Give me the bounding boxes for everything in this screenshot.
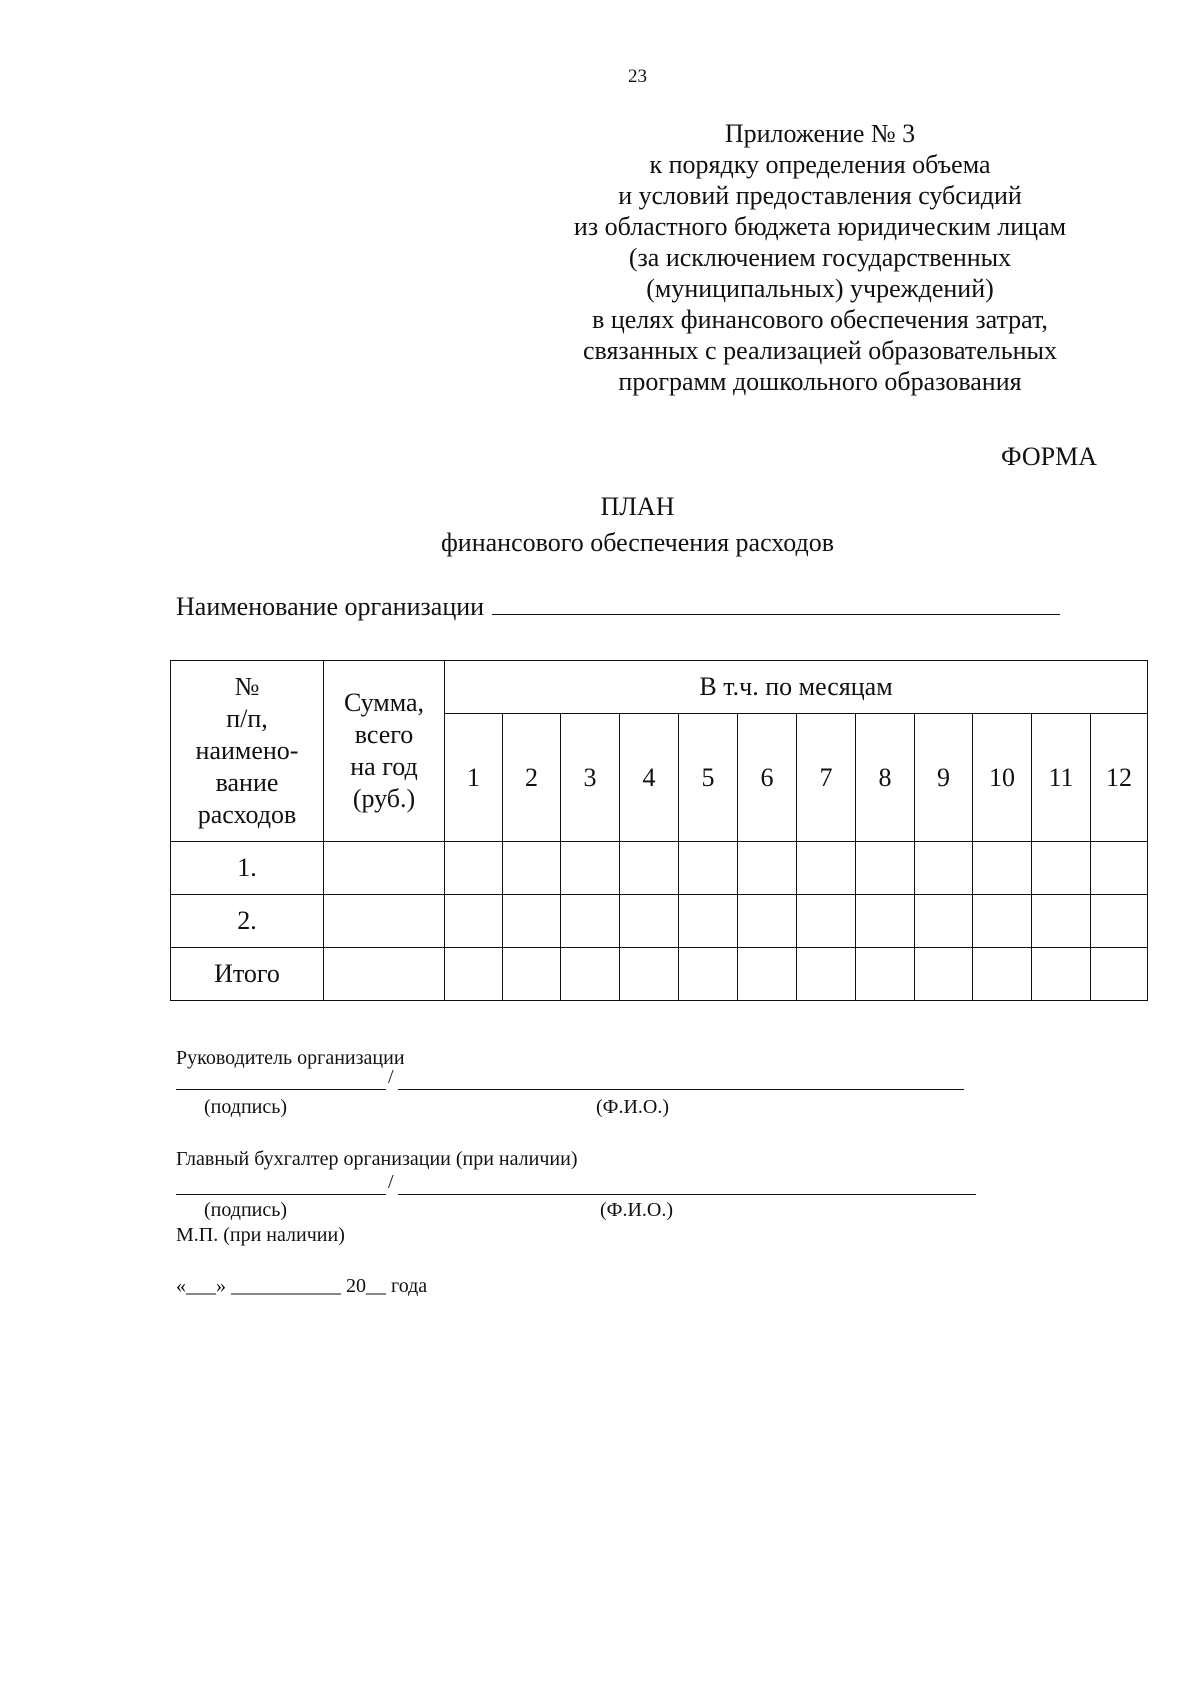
header-month: 6 [738, 714, 797, 842]
row-label: 2. [171, 895, 324, 948]
header-month: 4 [620, 714, 679, 842]
header-line: наимено- [195, 736, 299, 765]
cell-month[interactable] [679, 948, 738, 1001]
head-name-blank[interactable] [398, 1089, 964, 1090]
appendix-line: связанных с реализацией образовательных [583, 336, 1057, 365]
cell-month[interactable] [679, 895, 738, 948]
cell-month[interactable] [503, 895, 561, 948]
accountant-name-blank[interactable] [398, 1194, 976, 1195]
cell-month[interactable] [738, 842, 797, 895]
cell-month[interactable] [561, 948, 620, 1001]
cell-month[interactable] [620, 948, 679, 1001]
header-line: (руб.) [352, 784, 416, 813]
head-name-hint: (Ф.И.О.) [596, 1096, 670, 1118]
appendix-line: в целях финансового обеспечения затрат, [592, 305, 1048, 334]
accountant-signature-blank[interactable] [176, 1194, 386, 1195]
page-number: 23 [628, 66, 647, 87]
row-label: 1. [171, 842, 324, 895]
appendix-line: Приложение № 3 [724, 119, 916, 148]
cell-month[interactable] [1032, 895, 1091, 948]
table-row-total [171, 948, 1148, 1001]
cell-month[interactable] [915, 948, 973, 1001]
cell-month[interactable] [915, 895, 973, 948]
head-signature-hint: (подпись) [204, 1096, 288, 1118]
date-line[interactable]: «___» ___________ 20__ года [176, 1275, 428, 1297]
header-month: 1 [445, 714, 503, 842]
stamp-label: М.П. (при наличии) [176, 1224, 345, 1246]
separator-slash: / [388, 1171, 394, 1193]
appendix-line: к порядку определения объема [649, 150, 991, 179]
table-row [171, 895, 1148, 948]
header-line: п/п, [226, 704, 268, 733]
cell-month[interactable] [915, 842, 973, 895]
header-month: 9 [915, 714, 973, 842]
document-subtitle: финансового обеспечения расходов [440, 528, 835, 557]
header-month: 7 [797, 714, 856, 842]
org-name-line [176, 592, 1060, 622]
cell-month[interactable] [856, 895, 915, 948]
cell-month[interactable] [797, 842, 856, 895]
cell-annual-sum[interactable] [324, 895, 445, 948]
cell-month[interactable] [679, 842, 738, 895]
cell-month[interactable] [1032, 842, 1091, 895]
header-number-name [171, 661, 324, 842]
appendix-header [520, 118, 1120, 397]
cell-month[interactable] [561, 895, 620, 948]
form-label: ФОРМА [1001, 442, 1097, 471]
appendix-line: программ дошкольного образования [618, 367, 1022, 396]
org-name-blank[interactable] [492, 592, 1060, 615]
header-month: 8 [856, 714, 915, 842]
cell-month[interactable] [797, 895, 856, 948]
table-row [171, 842, 1148, 895]
cell-month[interactable] [445, 895, 503, 948]
header-line: расходов [197, 800, 297, 829]
header-line: вание [215, 768, 279, 797]
header-months-group: В т.ч. по месяцам [445, 661, 1148, 714]
cell-month[interactable] [445, 948, 503, 1001]
cell-month[interactable] [561, 842, 620, 895]
expense-plan-table [170, 660, 1148, 1001]
appendix-line: и условий предоставления субсидий [618, 181, 1022, 210]
cell-month[interactable] [973, 842, 1032, 895]
head-signature-blank[interactable] [176, 1089, 386, 1090]
header-line: Сумма, [343, 688, 425, 717]
header-month: 3 [561, 714, 620, 842]
header-month: 2 [503, 714, 561, 842]
cell-month[interactable] [797, 948, 856, 1001]
cell-month[interactable] [1091, 895, 1148, 948]
cell-month[interactable] [973, 948, 1032, 1001]
header-line: на год [350, 752, 418, 781]
cell-month[interactable] [973, 895, 1032, 948]
header-month: 5 [679, 714, 738, 842]
appendix-line: (муниципальных) учреждений) [646, 274, 994, 303]
cell-month[interactable] [1091, 842, 1148, 895]
document-title: ПЛАН [600, 492, 675, 521]
cell-month[interactable] [620, 895, 679, 948]
cell-month[interactable] [503, 948, 561, 1001]
header-month: 10 [973, 714, 1032, 842]
accountant-name-hint: (Ф.И.О.) [600, 1199, 674, 1221]
cell-month[interactable] [1091, 948, 1148, 1001]
cell-month[interactable] [620, 842, 679, 895]
header-line: всего [354, 720, 414, 749]
accountant-label: Главный бухгалтер организации (при наличии) [176, 1148, 578, 1170]
header-month: 11 [1032, 714, 1091, 842]
head-label: Руководитель организации [176, 1047, 405, 1069]
accountant-signature-hint: (подпись) [204, 1199, 288, 1221]
cell-month[interactable] [738, 895, 797, 948]
cell-annual-sum[interactable] [324, 842, 445, 895]
separator-slash: / [388, 1066, 394, 1088]
cell-month[interactable] [503, 842, 561, 895]
cell-month[interactable] [856, 948, 915, 1001]
header-line: № [234, 672, 260, 701]
header-month: 12 [1091, 714, 1148, 842]
appendix-line: (за исключением государственных [628, 243, 1012, 272]
cell-month[interactable] [1032, 948, 1091, 1001]
cell-annual-sum[interactable] [324, 948, 445, 1001]
header-annual-sum [324, 661, 445, 842]
row-label: Итого [171, 948, 324, 1001]
appendix-line: из областного бюджета юридическим лицам [573, 212, 1067, 241]
org-name-label: Наименование организации [176, 592, 485, 621]
cell-month[interactable] [738, 948, 797, 1001]
cell-month[interactable] [445, 842, 503, 895]
cell-month[interactable] [856, 842, 915, 895]
